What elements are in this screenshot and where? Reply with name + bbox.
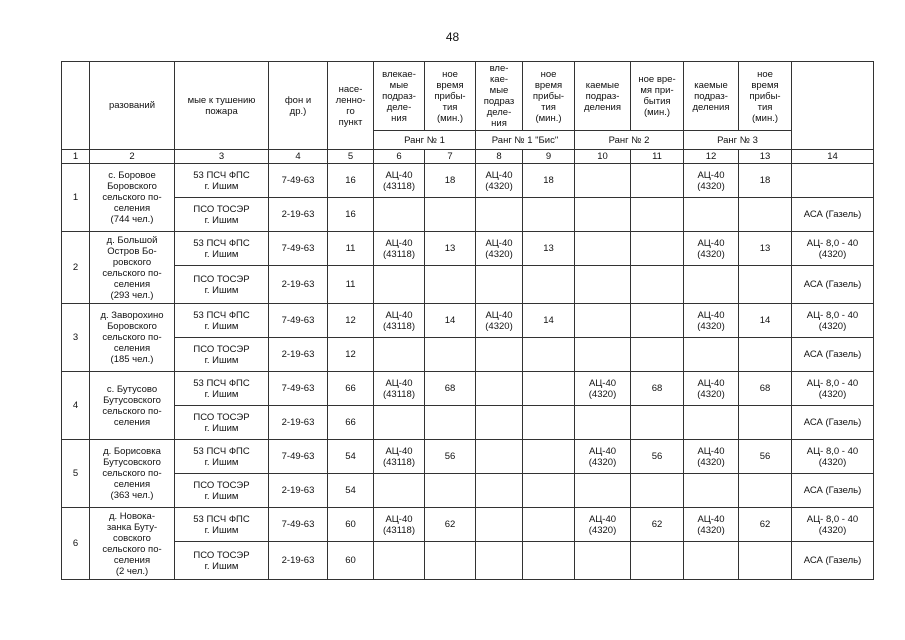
distance-cell: 16 [328,198,374,232]
header-col2: разований [90,62,175,150]
rank1-unit-cell [374,406,425,440]
rank-1-header: Ранг № 1 [374,131,476,150]
column-number: 5 [328,150,374,164]
header-col10: каемые подраз- деления [575,62,631,131]
rank2-unit-cell [575,304,631,338]
column-number: 4 [269,150,328,164]
rank3-time-cell: 68 [739,372,792,406]
rank1bis-time-cell [523,474,575,508]
row-number-cell: 6 [62,508,90,580]
header-col6: влекае- мые подраз- деле- ния [374,62,425,131]
settlement-cell: д. Борисовка Бутусовского сельского по- селения (363 чел.) [90,440,175,508]
rank1-time-cell [425,542,476,580]
rank3-time-cell [739,338,792,372]
rank1-unit-cell [374,198,425,232]
extra-units-cell: АЦ- 8,0 - 40 (4320) [792,440,874,474]
rank1-unit-cell [374,338,425,372]
rank3-time-cell: 14 [739,304,792,338]
header-col9: ное время прибы- тия (мин.) [523,62,575,131]
phone-cell: 7-49-63 [269,508,328,542]
table-row [62,304,874,338]
rank2-time-cell [631,232,684,266]
column-number: 9 [523,150,575,164]
rank3-unit-cell [684,542,739,580]
rank2-time-cell: 68 [631,372,684,406]
distance-cell: 66 [328,406,374,440]
rank1bis-time-cell: 14 [523,304,575,338]
rank2-unit-cell: АЦ-40 (4320) [575,508,631,542]
unit-cell: ПСО ТОСЭР г. Ишим [175,542,269,580]
phone-cell: 7-49-63 [269,304,328,338]
rank1bis-unit-cell: АЦ-40 (4320) [476,304,523,338]
extra-units-cell: АСА (Газель) [792,474,874,508]
rank1-unit-cell: АЦ-40 (43118) [374,372,425,406]
phone-cell: 2-19-63 [269,474,328,508]
rank2-time-cell [631,266,684,304]
response-table [61,61,874,580]
rank1bis-unit-cell: АЦ-40 (4320) [476,232,523,266]
rank2-time-cell: 56 [631,440,684,474]
rank3-time-cell [739,266,792,304]
rank1-unit-cell: АЦ-40 (43118) [374,508,425,542]
rank3-time-cell [739,474,792,508]
header-col14 [792,62,874,150]
rank1bis-time-cell [523,508,575,542]
column-number: 13 [739,150,792,164]
unit-cell: 53 ПСЧ ФПС г. Ишим [175,232,269,266]
rank2-time-cell [631,198,684,232]
rank-2-header: Ранг № 2 [575,131,684,150]
row-number-cell: 1 [62,164,90,232]
extra-units-cell: АСА (Газель) [792,266,874,304]
rank1bis-unit-cell [476,338,523,372]
rank2-unit-cell [575,164,631,198]
header-col1 [62,62,90,150]
rank3-time-cell: 13 [739,232,792,266]
column-number: 10 [575,150,631,164]
column-number: 11 [631,150,684,164]
rank3-unit-cell: АЦ-40 (4320) [684,508,739,542]
phone-cell: 2-19-63 [269,542,328,580]
settlement-cell: д. Большой Остров Бо- ровского сельского по- селения (293 чел.) [90,232,175,304]
extra-units-cell: АСА (Газель) [792,542,874,580]
distance-cell: 54 [328,474,374,508]
header-row [62,62,874,131]
column-number-row [62,150,874,164]
table-row [62,406,874,440]
rank2-unit-cell [575,474,631,508]
distance-cell: 12 [328,338,374,372]
rank1bis-time-cell [523,542,575,580]
header-col12: каемые подраз- деления [684,62,739,131]
table-row [62,372,874,406]
rank3-unit-cell [684,338,739,372]
rank1bis-time-cell [523,372,575,406]
rank3-time-cell [739,406,792,440]
column-number: 7 [425,150,476,164]
rank3-unit-cell [684,474,739,508]
unit-cell: ПСО ТОСЭР г. Ишим [175,198,269,232]
table-row [62,198,874,232]
rank3-time-cell [739,198,792,232]
rank1-time-cell: 13 [425,232,476,266]
unit-cell: 53 ПСЧ ФПС г. Ишим [175,372,269,406]
column-number: 6 [374,150,425,164]
rank1-time-cell [425,266,476,304]
rank3-time-cell [739,542,792,580]
rank-3-header: Ранг № 3 [684,131,792,150]
table-row [62,266,874,304]
rank1-unit-cell [374,474,425,508]
rank2-unit-cell [575,198,631,232]
column-number: 2 [90,150,175,164]
extra-units-cell: АЦ- 8,0 - 40 (4320) [792,304,874,338]
rank2-time-cell [631,164,684,198]
rank1bis-time-cell: 18 [523,164,575,198]
header-col5: насе- ленно- го пункт [328,62,374,150]
extra-units-cell: АСА (Газель) [792,338,874,372]
rank3-time-cell: 56 [739,440,792,474]
rank1-time-cell [425,198,476,232]
unit-cell: 53 ПСЧ ФПС г. Ишим [175,508,269,542]
rank2-time-cell [631,338,684,372]
distance-cell: 60 [328,508,374,542]
rank1bis-unit-cell [476,474,523,508]
extra-units-cell: АЦ- 8,0 - 40 (4320) [792,372,874,406]
rank1bis-unit-cell [476,542,523,580]
phone-cell: 7-49-63 [269,164,328,198]
rank3-time-cell: 62 [739,508,792,542]
extra-units-cell: АЦ- 8,0 - 40 (4320) [792,232,874,266]
rank2-unit-cell [575,406,631,440]
phone-cell: 7-49-63 [269,440,328,474]
rank1-unit-cell: АЦ-40 (43118) [374,304,425,338]
row-number-cell: 2 [62,232,90,304]
rank1-time-cell [425,338,476,372]
rank2-unit-cell [575,232,631,266]
rank1bis-time-cell [523,440,575,474]
rank3-unit-cell [684,198,739,232]
rank1bis-time-cell [523,406,575,440]
phone-cell: 7-49-63 [269,372,328,406]
distance-cell: 12 [328,304,374,338]
rank1-time-cell: 68 [425,372,476,406]
rank2-time-cell [631,474,684,508]
page-number: 48 [445,30,460,44]
phone-cell: 2-19-63 [269,338,328,372]
rank1bis-unit-cell [476,508,523,542]
extra-units-cell: АЦ- 8,0 - 40 (4320) [792,508,874,542]
rank3-unit-cell [684,266,739,304]
row-number-cell: 4 [62,372,90,440]
rank1-time-cell: 56 [425,440,476,474]
rank1bis-time-cell: 13 [523,232,575,266]
distance-cell: 11 [328,232,374,266]
phone-cell: 7-49-63 [269,232,328,266]
rank2-unit-cell [575,338,631,372]
distance-cell: 16 [328,164,374,198]
table-row [62,440,874,474]
rank2-unit-cell [575,542,631,580]
rank2-time-cell [631,304,684,338]
rank1-time-cell [425,406,476,440]
rank3-unit-cell: АЦ-40 (4320) [684,164,739,198]
rank1bis-unit-cell [476,440,523,474]
header-col11: ное вре- мя при- бытия (мин.) [631,62,684,131]
rank1-unit-cell [374,266,425,304]
rank3-unit-cell: АЦ-40 (4320) [684,372,739,406]
row-number-cell: 5 [62,440,90,508]
header-col8: вле- кае- мые подраз деле- ния [476,62,523,131]
table-row [62,508,874,542]
rank1-unit-cell: АЦ-40 (43118) [374,440,425,474]
unit-cell: 53 ПСЧ ФПС г. Ишим [175,304,269,338]
column-number: 8 [476,150,523,164]
column-number: 14 [792,150,874,164]
row-number-cell: 3 [62,304,90,372]
distance-cell: 66 [328,372,374,406]
settlement-cell: д. Новока- занка Буту- совского сельского по- селения (2 чел.) [90,508,175,580]
rank1-time-cell: 62 [425,508,476,542]
extra-units-cell: АСА (Газель) [792,198,874,232]
table-row [62,338,874,372]
rank2-time-cell: 62 [631,508,684,542]
settlement-cell: с. Боровое Боровского сельского по- селения (744 чел.) [90,164,175,232]
rank2-unit-cell [575,266,631,304]
header-col4: фон и др.) [269,62,328,150]
distance-cell: 11 [328,266,374,304]
rank3-unit-cell: АЦ-40 (4320) [684,440,739,474]
rank1bis-time-cell [523,266,575,304]
rank2-unit-cell: АЦ-40 (4320) [575,372,631,406]
rank3-unit-cell: АЦ-40 (4320) [684,304,739,338]
rank2-time-cell [631,406,684,440]
unit-cell: 53 ПСЧ ФПС г. Ишим [175,440,269,474]
table-row [62,474,874,508]
unit-cell: 53 ПСЧ ФПС г. Ишим [175,164,269,198]
rank1bis-unit-cell [476,266,523,304]
rank1-unit-cell: АЦ-40 (43118) [374,232,425,266]
table-row [62,542,874,580]
table-row [62,164,874,198]
settlement-cell: с. Бутусово Бутусовского сельского по- селения [90,372,175,440]
column-number: 12 [684,150,739,164]
header-col7: ное время прибы- тия (мин.) [425,62,476,131]
distance-cell: 60 [328,542,374,580]
unit-cell: ПСО ТОСЭР г. Ишим [175,406,269,440]
table-row [62,232,874,266]
rank1-time-cell: 18 [425,164,476,198]
rank1bis-time-cell [523,338,575,372]
rank2-unit-cell: АЦ-40 (4320) [575,440,631,474]
column-number: 1 [62,150,90,164]
header-col13: ное время прибы- тия (мин.) [739,62,792,131]
rank3-time-cell: 18 [739,164,792,198]
extra-units-cell [792,164,874,198]
rank1-time-cell [425,474,476,508]
unit-cell: ПСО ТОСЭР г. Ишим [175,338,269,372]
phone-cell: 2-19-63 [269,198,328,232]
rank2-time-cell [631,542,684,580]
phone-cell: 2-19-63 [269,266,328,304]
rank1-unit-cell [374,542,425,580]
rank1bis-unit-cell [476,406,523,440]
phone-cell: 2-19-63 [269,406,328,440]
rank1bis-unit-cell [476,372,523,406]
rank1-unit-cell: АЦ-40 (43118) [374,164,425,198]
rank1-time-cell: 14 [425,304,476,338]
rank3-unit-cell: АЦ-40 (4320) [684,232,739,266]
extra-units-cell: АСА (Газель) [792,406,874,440]
settlement-cell: д. Заворохино Боровского сельского по- селения (185 чел.) [90,304,175,372]
unit-cell: ПСО ТОСЭР г. Ишим [175,474,269,508]
rank3-unit-cell [684,406,739,440]
header-col3: мые к тушению пожара [175,62,269,150]
unit-cell: ПСО ТОСЭР г. Ишим [175,266,269,304]
rank1bis-time-cell [523,198,575,232]
rank1bis-unit-cell [476,198,523,232]
column-number: 3 [175,150,269,164]
rank1bis-unit-cell: АЦ-40 (4320) [476,164,523,198]
distance-cell: 54 [328,440,374,474]
rank-1-bis-header: Ранг № 1 "Бис" [476,131,575,150]
